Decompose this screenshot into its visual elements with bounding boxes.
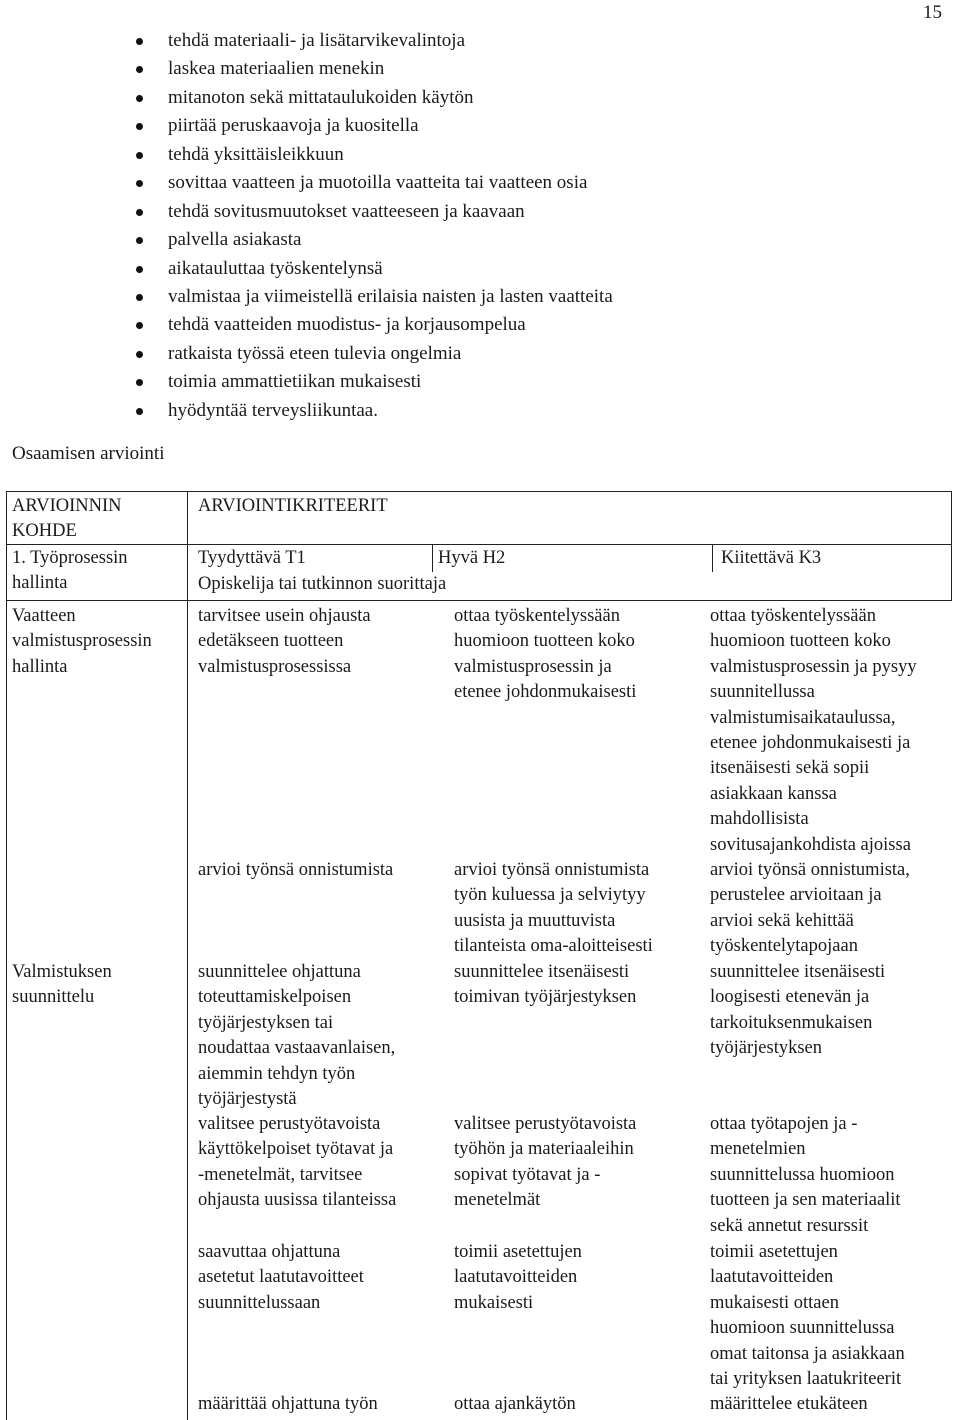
table-rule <box>6 544 952 545</box>
page-number: 15 <box>923 2 942 23</box>
criterion-k3: ottaa työskentelyssään huomioon tuotteen koko valmistusprosessin ja pysyy suunnitellussa valmistumisaikataulussa, etenee johdonmukaisesti ja itsenäisesti sekä sopii asiakkaan kanssa mahdollisista sovitusajankohdista ajoissa <box>710 606 917 855</box>
criterion-k3: toimii asetettujen laatutavoitteiden mukaisesti ottaen huomioon suunnittelussa omat taitonsa ja asiakkaan tai yrityksen laatukriteerit <box>710 1242 905 1390</box>
criterion-h2: ottaa ajankäytön <box>454 1394 576 1414</box>
bullet-item: hyödyntää terveysliikuntaa. <box>136 397 613 425</box>
header-assessment-criteria: ARVIOINTIKRITEERIT <box>198 496 388 516</box>
level-k3: Kiitettävä K3 <box>721 548 822 568</box>
bullet-item: tehdä materiaali- ja lisätarvikevalintoja <box>136 27 613 55</box>
criterion-h2: ottaa työskentelyssään huomioon tuotteen koko valmistusprosessin ja etenee johdonmukaisesti <box>454 606 637 703</box>
criterion-h2: arvioi työnsä onnistumista työn kuluessa ja selviytyy uusista ja muuttuvista tilanteista oma-aloitteisesti <box>454 860 653 957</box>
criterion-t1: arvioi työnsä onnistumista <box>198 860 394 880</box>
criterion-h2: toimii asetettujen laatutavoitteiden mukaisesti <box>454 1242 582 1313</box>
criterion-h2: valitsee perustyötavoista työhön ja materiaaleihin sopivat työtavat ja - menetelmät <box>454 1114 637 1211</box>
table-rule <box>6 491 952 492</box>
bullet-item: sovittaa vaatteen ja muotoilla vaatteita tai vaatteen osia <box>136 169 613 197</box>
bullet-item: mitanoton sekä mittataulukoiden käytön <box>136 84 613 112</box>
table-rule <box>432 544 433 572</box>
subject-line: Opiskelija tai tutkinnon suorittaja <box>198 574 447 594</box>
table-rule <box>951 491 952 600</box>
level-t1: Tyydyttävä T1 <box>198 548 306 568</box>
bullet-item: piirtää peruskaavoja ja kuositella <box>136 112 613 140</box>
criterion-t1: tarvitsee usein ohjausta edetäkseen tuotteen valmistusprosessissa <box>198 606 371 677</box>
criterion-k3: arvioi työnsä onnistumista, perustelee arvioitaan ja arvioi sekä kehittää työskentelytapojaan <box>710 860 910 957</box>
criterion-t1: valitsee perustyötavoista käyttökelpoiset työtavat ja -menetelmät, tarvitsee ohjausta uusissa tilanteissa <box>198 1114 397 1211</box>
level-h2: Hyvä H2 <box>438 548 506 568</box>
bullet-item: toimia ammattietiikan mukaisesti <box>136 368 613 396</box>
criterion-k3: suunnittelee itsenäisesti loogisesti etenevän ja tarkoituksenmukaisen työjärjestyksen <box>710 962 886 1059</box>
criterion-t1: suunnittelee ohjattuna toteuttamiskelpoisen työjärjestyksen tai noudattaa vastaavanlaisen, aiemmin tehdyn työn työjärjestystä <box>198 962 396 1110</box>
criterion-t1: saavuttaa ohjattuna asetetut laatutavoitteet suunnittelussaan <box>198 1242 364 1313</box>
bullet-item: tehdä vaatteiden muodistus- ja korjausompelua <box>136 311 613 339</box>
bullet-item: palvella asiakasta <box>136 226 613 254</box>
bullet-item: laskea materiaalien menekin <box>136 55 613 83</box>
criterion-k3: määrittelee etukäteen <box>710 1394 868 1414</box>
table-rule <box>6 600 952 601</box>
section-heading: Osaamisen arviointi <box>12 443 165 464</box>
table-rule <box>187 491 188 1420</box>
criterion-t1: määrittää ohjattuna työn <box>198 1394 378 1414</box>
bullet-item: aikatauluttaa työskentelynsä <box>136 255 613 283</box>
criterion-k3: ottaa työtapojen ja - menetelmien suunnittelussa huomioon tuotteen ja sen materiaalit sekä annetut resurssit <box>710 1114 901 1236</box>
header-assessment-object: ARVIOINNIN KOHDE <box>12 496 122 542</box>
bullet-item: ratkaista työssä eteen tulevia ongelmia <box>136 340 613 368</box>
table-rule <box>6 491 7 1420</box>
table-rule <box>712 544 713 572</box>
bullet-item: valmistaa ja viimeistellä erilaisia naisten ja lasten vaatteita <box>136 283 613 311</box>
skills-bullet-list <box>136 27 613 425</box>
criterion-h2: suunnittelee itsenäisesti toimivan työjärjestyksen <box>454 962 637 1008</box>
bullet-item: tehdä sovitusmuutokset vaatteeseen ja kaavaan <box>136 198 613 226</box>
assessment-table <box>6 491 958 1420</box>
row-label: Vaatteen valmistusprosessin hallinta <box>12 606 152 677</box>
row-label: Valmistuksen suunnittelu <box>12 962 112 1008</box>
group-title: 1. Työprosessin hallinta <box>12 548 128 594</box>
bullet-item: tehdä yksittäisleikkuun <box>136 141 613 169</box>
